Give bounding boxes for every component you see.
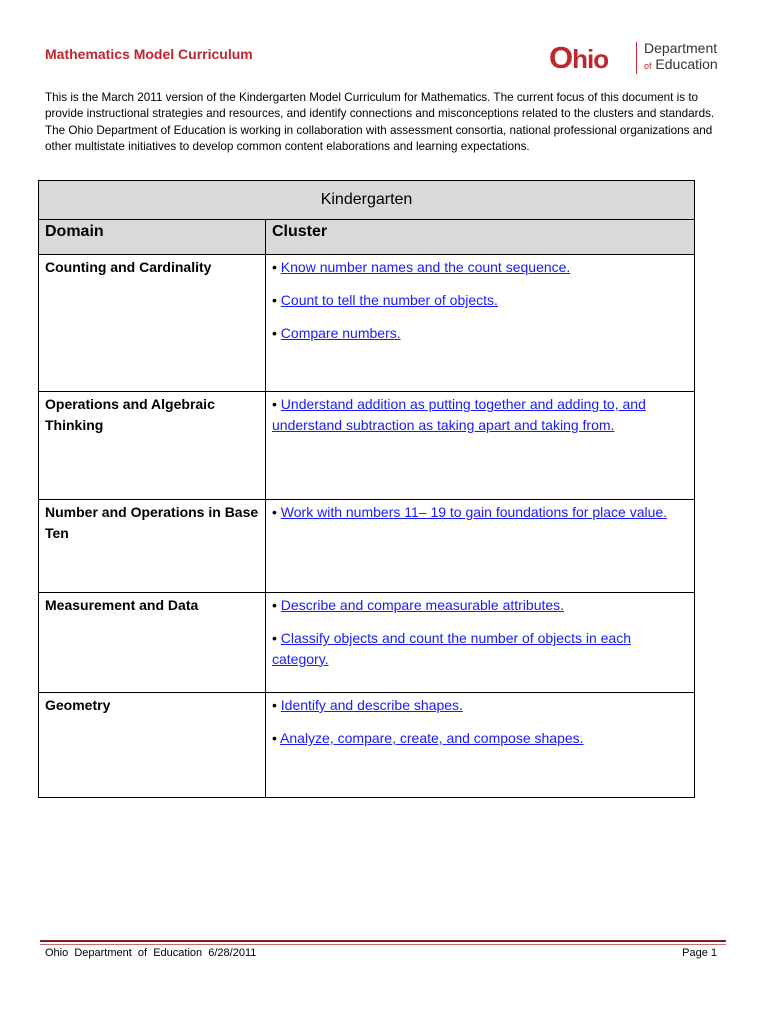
cluster-link[interactable]: Classify objects and count the number of objects in each category. bbox=[272, 630, 631, 667]
footer-rule bbox=[40, 940, 726, 942]
bullet: • bbox=[272, 292, 277, 309]
cluster-cell bbox=[266, 255, 695, 392]
domain-cell: Number and Operations in Base Ten bbox=[39, 500, 266, 593]
curriculum-table bbox=[38, 180, 695, 798]
logo-dept-line2-wrap bbox=[644, 56, 718, 74]
bullet: • bbox=[272, 259, 277, 275]
grade-row bbox=[39, 181, 695, 220]
column-header-row bbox=[39, 220, 695, 255]
bullet: • bbox=[272, 597, 277, 613]
cluster-item bbox=[272, 502, 688, 523]
table-row bbox=[39, 392, 695, 500]
cluster-link[interactable]: Know number names and the count sequence. bbox=[280, 259, 571, 275]
domain-cell: Geometry bbox=[39, 693, 266, 798]
domain-cell: Measurement and Data bbox=[39, 593, 266, 693]
logo-ohio-letter: O bbox=[549, 40, 573, 75]
domain-header-label: Domain bbox=[45, 223, 104, 240]
table-row bbox=[39, 593, 695, 693]
logo-divider bbox=[636, 42, 637, 74]
cluster-column-header bbox=[266, 220, 695, 255]
bullet: • bbox=[272, 730, 277, 747]
doc-title: Mathematics Model Curriculum bbox=[45, 46, 253, 62]
cluster-item bbox=[272, 628, 688, 669]
cluster-link[interactable]: Describe and compare measurable attributes. bbox=[280, 597, 565, 613]
logo-ohio-rest: hio bbox=[572, 44, 609, 74]
logo-department bbox=[644, 40, 718, 74]
domain-column-header bbox=[39, 220, 266, 255]
bullet: • bbox=[272, 504, 277, 520]
cluster-item bbox=[272, 257, 688, 278]
cluster-link[interactable]: Identify and describe shapes. bbox=[280, 697, 463, 713]
cluster-link[interactable]: Compare numbers. bbox=[280, 325, 401, 342]
logo-dept-line1: Department bbox=[644, 40, 718, 56]
cluster-item bbox=[272, 323, 688, 344]
cluster-link[interactable]: Analyze, compare, create, and compose shapes. bbox=[280, 730, 584, 747]
cluster-cell bbox=[266, 500, 695, 593]
logo-dept-of: of bbox=[644, 61, 652, 71]
cluster-item bbox=[272, 728, 688, 749]
bullet: • bbox=[272, 396, 277, 412]
cluster-item bbox=[272, 394, 688, 435]
logo-wordmark bbox=[549, 38, 608, 79]
cluster-cell bbox=[266, 693, 695, 798]
logo-dept-line2: Education bbox=[655, 56, 718, 72]
footer-rule-thin bbox=[40, 944, 726, 945]
intro-paragraph: This is the March 2011 version of the Kindergarten Model Curriculum for Mathematics. The current focus of this document is to provide instructional strategies and resources, and identify connections and misconceptions related to the clusters and standards. The Ohio Department of Education is working in collaboration with assessment consortia, national professional organizations and other multistate initiatives to develop common content elaborations and learning expectations. bbox=[45, 91, 715, 153]
cluster-link[interactable]: Understand addition as putting together and adding to, and understand subtraction as taking apart and taking from. bbox=[272, 396, 646, 433]
cluster-header-label: Cluster bbox=[272, 223, 328, 240]
domain-cell: Counting and Cardinality bbox=[39, 255, 266, 392]
cluster-link[interactable]: Work with numbers 11– 19 to gain foundations for place value. bbox=[280, 504, 668, 520]
cluster-cell bbox=[266, 593, 695, 693]
bullet: • bbox=[272, 325, 277, 342]
grade-header: Kindergarten bbox=[39, 181, 695, 220]
cluster-item bbox=[272, 290, 688, 311]
bullet: • bbox=[272, 697, 277, 713]
table-row bbox=[39, 693, 695, 798]
page-number: Page 1 bbox=[682, 947, 717, 959]
cluster-link[interactable]: Count to tell the number of objects. bbox=[280, 292, 498, 309]
cluster-item bbox=[272, 695, 688, 716]
domain-cell: Operations and Algebraic Thinking bbox=[39, 392, 266, 500]
cluster-cell bbox=[266, 392, 695, 500]
cluster-item bbox=[272, 595, 688, 616]
ohio-education-logo bbox=[549, 38, 724, 78]
table-row bbox=[39, 255, 695, 392]
table-row bbox=[39, 500, 695, 593]
footer-org-date: Ohio Department of Education 6/28/2011 bbox=[45, 947, 257, 959]
bullet: • bbox=[272, 630, 277, 647]
